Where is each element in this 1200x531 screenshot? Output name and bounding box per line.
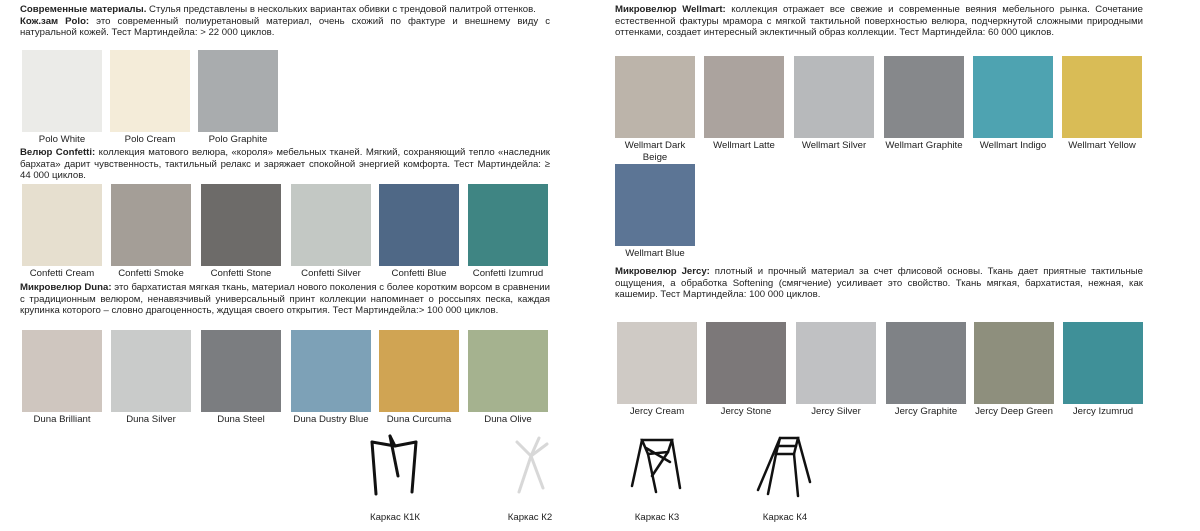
- chair-base-k4-icon: [750, 432, 820, 498]
- swatch-duna-steel[interactable]: [201, 330, 281, 426]
- swatch-duna-brilliant[interactable]: [22, 330, 102, 426]
- swatch-jercy-deep-green[interactable]: [974, 322, 1054, 418]
- swatch-chip: [379, 184, 459, 266]
- polo-swatches: [20, 50, 550, 145]
- confetti-section: [20, 147, 550, 182]
- swatch-wellmart-latte[interactable]: [704, 56, 784, 152]
- polo-text: это современный полиуретановый материал, очень схожий по фактуре и внешнему виду с натуральной кожей. Тест Мартиндейла: > 22 000 циклов.: [20, 15, 550, 38]
- jercy-text: плотный и прочный материал за счет флисовой основы. Ткань дает приятные тактильные ощущения, а обработка Softening (смягчение) усиливает это свойство. Ткань мягкая, бархатистая, нежная, как кашемир. Тест Мартиндейла: 100 000 циклов.: [615, 266, 1143, 300]
- swatch-polo-cream[interactable]: [110, 50, 190, 146]
- swatch-chip: [22, 184, 102, 266]
- swatch-jercy-stone[interactable]: [706, 322, 786, 418]
- swatch-label: Jercy Cream: [629, 406, 685, 417]
- swatch-label: Confetti Smoke: [118, 268, 184, 279]
- duna-title: Микровелюр Duna:: [20, 282, 112, 293]
- swatch-label: Wellmart Indigo: [979, 140, 1047, 151]
- swatch-chip: [1062, 56, 1142, 138]
- swatch-label: Confetti Blue: [391, 268, 447, 279]
- duna-swatches: [20, 330, 550, 440]
- swatch-chip: [291, 184, 371, 266]
- swatch-confetti-blue[interactable]: [379, 184, 459, 280]
- jercy-paragraph: [615, 266, 1143, 301]
- wellmart-paragraph: [615, 4, 1143, 39]
- swatch-label: Jercy Stone: [720, 406, 772, 417]
- swatch-chip: [884, 56, 964, 138]
- swatch-wellmart-blue[interactable]: [615, 164, 695, 260]
- swatch-label: Polo Graphite: [208, 134, 268, 145]
- swatch-chip: [615, 56, 695, 138]
- swatch-label: Duna Dustry Blue: [293, 414, 369, 425]
- swatch-label: Wellmart Blue: [625, 248, 685, 259]
- swatch-chip: [974, 322, 1054, 404]
- swatch-label: Jercy Deep Green: [975, 406, 1053, 417]
- confetti-text: коллекция матового велюра, «короля» мебельных тканей. Мягкий, сохраняющий тепло «наследник бархата» дарит чувственность, тактильный релакс и заряжает спокойной энергией комфорта. Тест Мартиндейла: ≥ 44 000 циклов.: [20, 147, 550, 181]
- swatch-chip: [201, 184, 281, 266]
- jercy-section: [615, 266, 1143, 301]
- frame-label: Каркас К3: [634, 512, 680, 523]
- swatch-chip: [110, 50, 190, 132]
- swatch-chip: [201, 330, 281, 412]
- swatch-label: Jercy Izumrud: [1072, 406, 1134, 417]
- swatch-label: Wellmart Graphite: [885, 140, 963, 151]
- swatch-label: Wellmart Silver: [801, 140, 867, 151]
- swatch-label: Wellmart Dark Beige: [624, 140, 686, 163]
- swatch-wellmart-silver[interactable]: [794, 56, 874, 152]
- swatch-label: Duna Brilliant: [33, 414, 91, 425]
- swatch-duna-curcuma[interactable]: [379, 330, 459, 426]
- frame-k4[interactable]: [740, 432, 830, 523]
- swatch-chip: [617, 322, 697, 404]
- swatch-chip: [1063, 322, 1143, 404]
- chair-base-k1k-icon: [360, 432, 430, 498]
- swatch-duna-dustry-blue[interactable]: [291, 330, 371, 426]
- swatch-chip: [198, 50, 278, 132]
- modern-materials-section: [20, 4, 550, 39]
- chair-base-k2-icon: [495, 432, 565, 498]
- chair-base-k3-icon: [622, 432, 692, 498]
- duna-paragraph: [20, 282, 550, 317]
- wellmart-section: [615, 4, 1143, 39]
- swatch-duna-silver[interactable]: [111, 330, 191, 426]
- swatch-label: Polo Cream: [124, 134, 176, 145]
- swatch-chip: [706, 322, 786, 404]
- swatch-polo-white[interactable]: [22, 50, 102, 146]
- swatch-jercy-silver[interactable]: [796, 322, 876, 418]
- swatch-label: Duna Silver: [126, 414, 176, 425]
- swatch-chip: [794, 56, 874, 138]
- swatch-label: Duna Olive: [484, 414, 532, 425]
- swatch-label: Confetti Silver: [301, 268, 361, 279]
- polo-paragraph: [20, 16, 550, 39]
- swatch-wellmart-indigo[interactable]: [973, 56, 1053, 152]
- swatch-chip: [796, 322, 876, 404]
- swatch-confetti-izumrud[interactable]: [468, 184, 548, 280]
- swatch-confetti-silver[interactable]: [291, 184, 371, 280]
- swatch-wellmart-graphite[interactable]: [884, 56, 964, 152]
- confetti-swatches: [20, 184, 550, 279]
- swatch-polo-graphite[interactable]: [198, 50, 278, 146]
- swatch-chip: [291, 330, 371, 412]
- swatch-chip: [468, 184, 548, 266]
- swatch-chip: [22, 330, 102, 412]
- swatch-chip: [111, 184, 191, 266]
- swatch-chip: [973, 56, 1053, 138]
- swatch-jercy-cream[interactable]: [617, 322, 697, 418]
- swatch-confetti-stone[interactable]: [201, 184, 281, 280]
- swatch-label: Jercy Silver: [811, 406, 861, 417]
- swatch-jercy-graphite[interactable]: [886, 322, 966, 418]
- modern-materials-title: Современные материалы.: [20, 4, 147, 15]
- swatch-chip: [886, 322, 966, 404]
- frame-label: Каркас К1К: [370, 512, 420, 523]
- swatch-wellmart-dark-beige[interactable]: [615, 56, 695, 163]
- swatch-wellmart-yellow[interactable]: [1062, 56, 1142, 152]
- modern-materials-paragraph: [20, 4, 550, 16]
- duna-section: [20, 282, 550, 317]
- wellmart-swatches: [615, 56, 1143, 266]
- swatch-label: Jercy Graphite: [894, 406, 958, 417]
- swatch-label: Wellmart Latte: [713, 140, 775, 151]
- swatch-label: Confetti Stone: [210, 268, 272, 279]
- wellmart-text: коллекция отражает все свежие и современные веяния мебельного рынка. Сочетание естественной фактуры мрамора с мягкой тактильной поверхностью велюра, подчеркнутой сложными природными оттенками, создает интересный эклектичный образ коллекции. Тест Мартиндейла: 60 000 циклов.: [615, 4, 1143, 38]
- swatch-label: Confetti Cream: [29, 268, 95, 279]
- swatch-chip: [111, 330, 191, 412]
- swatch-label: Wellmart Yellow: [1068, 140, 1136, 151]
- swatch-chip: [468, 330, 548, 412]
- frame-k1k[interactable]: [350, 432, 440, 523]
- wellmart-title: Микровелюр Wellmart:: [615, 4, 726, 15]
- jercy-swatches: [615, 322, 1143, 432]
- swatch-confetti-cream[interactable]: [22, 184, 102, 280]
- swatch-chip: [22, 50, 102, 132]
- confetti-title: Велюр Confetti:: [20, 147, 96, 158]
- swatch-label: Duna Curcuma: [386, 414, 452, 425]
- frame-label: Каркас К2: [507, 512, 553, 523]
- swatch-label: Duna Steel: [217, 414, 265, 425]
- frame-k2[interactable]: [485, 432, 575, 523]
- polo-title: Кож.зам Polo:: [20, 15, 90, 27]
- modern-materials-text: Стулья представлены в нескольких вариантах обивки с трендовой палитрой оттенков.: [146, 4, 536, 15]
- swatch-duna-olive[interactable]: [468, 330, 548, 426]
- swatch-chip: [615, 164, 695, 246]
- swatch-label: Polo White: [38, 134, 86, 145]
- swatch-confetti-smoke[interactable]: [111, 184, 191, 280]
- frames-row: [360, 432, 860, 527]
- jercy-title: Микровелюр Jercy:: [615, 266, 710, 277]
- duna-text: это бархатистая мягкая ткань, материал нового поколения с более коротким ворсом в сравнении с традиционным велюром, ненавязчивый универсальный принт коллекции напоминает о россыпях песка, каждая крупинка которого – словно драгоценность, ждущая своего открытия. Тест Мартиндейла:> 100 000 циклов.: [20, 282, 551, 316]
- swatch-chip: [704, 56, 784, 138]
- swatch-jercy-izumrud[interactable]: [1063, 322, 1143, 418]
- confetti-paragraph: [20, 147, 550, 182]
- swatch-chip: [379, 330, 459, 412]
- frame-k3[interactable]: [612, 432, 702, 523]
- swatch-label: Confetti Izumrud: [472, 268, 544, 279]
- frame-label: Каркас К4: [762, 512, 808, 523]
